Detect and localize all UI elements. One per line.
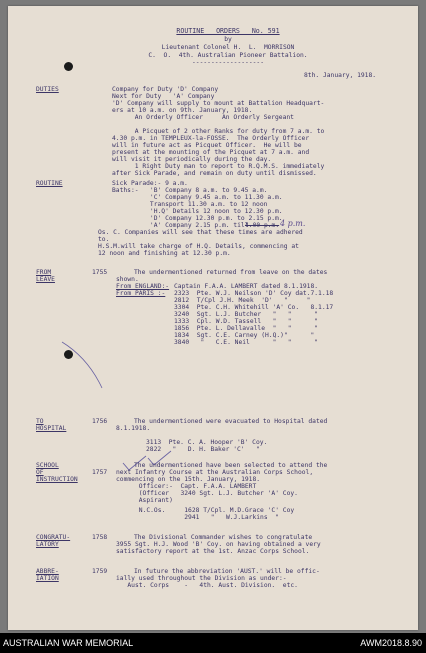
routine-line: 'H.Q' Details 12 noon to 12.30 p.m. [112,208,283,215]
routine-line: 'C' Company 9.45 a.m. to 11.30 a.m. [112,194,283,201]
section-label-leave: LEAVE [36,276,55,283]
leave-entry: 2323 Pte. W.J. Neilson 'D' Coy dat.7.1.18 [174,290,334,297]
school-line: (Officer 3240 Sgt. L.J. Butcher 'A' Coy. [116,490,298,497]
leave-entry: 1333 Cpl. W.D. Tassell " " " [174,318,319,325]
section-label-school: INSTRUCTION [36,476,78,483]
duties-line: A Picquet of 2 other Ranks for duty from 7 a.m. to [112,128,325,135]
leave-entry: 1834 Sgt. C.E. Carney (H.Q.)" " [174,332,315,339]
section-label-leave: FROM [36,269,52,276]
duties-line: Company for Duty 'D' Company [112,86,219,93]
duties-line: will in future act as Picquet Officer. He will be [112,142,302,149]
abbreviation-line: In future the abbreviation 'AUST.' will be offic- [134,568,320,575]
leave-line: shown. [116,276,139,283]
handwritten-correction: 4 p.m. [280,219,306,228]
section-label-abbreviation: ABBRE- [36,568,59,575]
archive-footer [0,633,426,653]
page-title: ROUTINE ORDERS No. 591 [176,27,280,35]
school-line: Aspirant) [116,497,173,504]
section-label-duties: DUTIES [36,86,59,93]
duties-line: after Sick Parade, and remain on duty until dismissed. [112,170,317,177]
section-label-routine: ROUTINE [36,180,63,187]
abbreviation-line: ially used throughout the Division as under:- [116,575,287,582]
duties-line: 1 Right Duty man to report to R.Q.M.S. immediately [112,163,325,170]
routine-line: Baths:- 'B' Company 8 a.m. to 9.45 a.m. [112,187,268,194]
pen-stroke [58,336,118,396]
order-number: 1759 [92,568,108,575]
order-number: 1757 [92,469,108,476]
hospital-entry: 2822 " D. H. Baker 'C' " [146,446,260,453]
header-date: 8th. January, 1918. [304,72,377,79]
leave-entry: 1856 Pte. L. Dellavalle " " " [174,325,319,332]
duties-line: 4.30 p.m. in TEMPLEUX-la-FOSSE. The Orderly Officer [112,135,310,142]
section-label-school: SCHOOL [36,462,59,469]
leave-line: The undermentioned returned from leave on the dates [134,269,328,276]
duties-line: ers at 10 a.m. on 9th. January, 1918. [112,107,253,114]
order-number: 1758 [92,534,108,541]
header-unit: C. O. 4th. Australian Pioneer Battalion. [148,52,308,59]
school-line: N.C.Os. 1628 T/Cpl. M.D.Grace 'C' Coy [116,507,295,514]
section-label-congratulatory: LATORY [36,541,59,548]
routine-line: Transport 11.30 a.m. to 12 noon [112,201,268,208]
routine-line: 'D' Company 12.30 p.m. to 2.15 p.m. [112,215,283,222]
section-label-congratulatory: CONGRATU- [36,534,71,541]
section-label-hospital: TO [36,418,44,425]
leave-entry: 2812 T/Cpl J.H. Meek 'D' " " [174,297,311,304]
document-page [8,6,418,630]
abbreviation-line: Aust. Corps - 4th. Aust. Division. etc. [116,582,298,589]
routine-line: H.S.M.will take charge of H.Q. Details, commencing at [98,243,299,250]
hospital-entry: 3113 Pte. C. A. Hooper 'B' Coy. [146,439,268,446]
order-number: 1755 [92,269,108,276]
duties-line: present at the mounting of the Picquet at 7 a.m. and [112,149,310,156]
leave-subhead: From PARIS :- [116,290,166,297]
section-label-school: OF [36,469,44,476]
footer-catalogue-id: AWM2018.8.90 [360,638,422,648]
duties-line: will visit it periodically during the day. [112,156,272,163]
section-label-abbreviation: IATION [36,575,59,582]
routine-line: Sick Parade:- 9 a.m. [112,180,188,187]
leave-entry: 3240 Sgt. L.J. Butcher " " " [174,311,319,318]
header-officer: Lieutenant Colonel H. L. MORRISON [161,44,295,51]
routine-line: 'A' Company 2.15 p.m. till [112,222,249,229]
leave-subhead: From ENGLAND:- [116,283,170,290]
duties-line: Next for Duty 'A' Company [112,93,215,100]
school-line: 2941 " W.J.Larkins " [116,514,280,521]
duties-line: 'D' Company will supply to mount at Battalion Headquart- [112,100,325,107]
congratulatory-line: The Divisional Commander wishes to congratulate [134,534,313,541]
congratulatory-line: 3955 Sgt. H.J. Wood 'B' Coy. on having obtained a very [116,541,321,548]
routine-line: 12 noon and finishing at 12.30 p.m. [98,250,231,257]
header-by: by [224,36,232,43]
footer-institution: AUSTRALIAN WAR MEMORIAL [3,638,134,648]
congratulatory-line: satisfactory report at the 1st. Anzac Corps School. [116,548,310,555]
routine-line: Os. C. Companies will see that these times are adhered [98,229,303,236]
order-number: 1756 [92,418,108,425]
school-line: next Infantry Course at the Australian Corps School, [116,469,314,476]
hospital-line: 8.1.1918. [116,425,151,432]
section-label-hospital: HOSPITAL [36,425,67,432]
punch-hole [64,62,73,71]
school-line: The undermentioned have been selected to attend the [134,462,328,469]
struck-time: 4.00 p.m. [245,222,280,229]
duties-line: An Orderly Officer An Orderly Sergeant [112,114,294,121]
routine-line: to. [98,236,110,243]
header-rule: ------------------- [191,59,265,66]
hospital-line: The undermentioned were evacuated to Hospital dated [134,418,328,425]
school-line: commencing on the 15th. January, 1918. [116,476,261,483]
leave-entry: 3840 " C.E. Neil " " " [174,339,319,346]
leave-entry: 3304 Pte. C.H. Whitehill 'A' Co. 8.1.17 [174,304,334,311]
leave-line: Captain F.A.A. LAMBERT dated 8.1.1918. [174,283,319,290]
school-line: Officer:- Capt. F.A.A. LAMBERT [116,483,257,490]
